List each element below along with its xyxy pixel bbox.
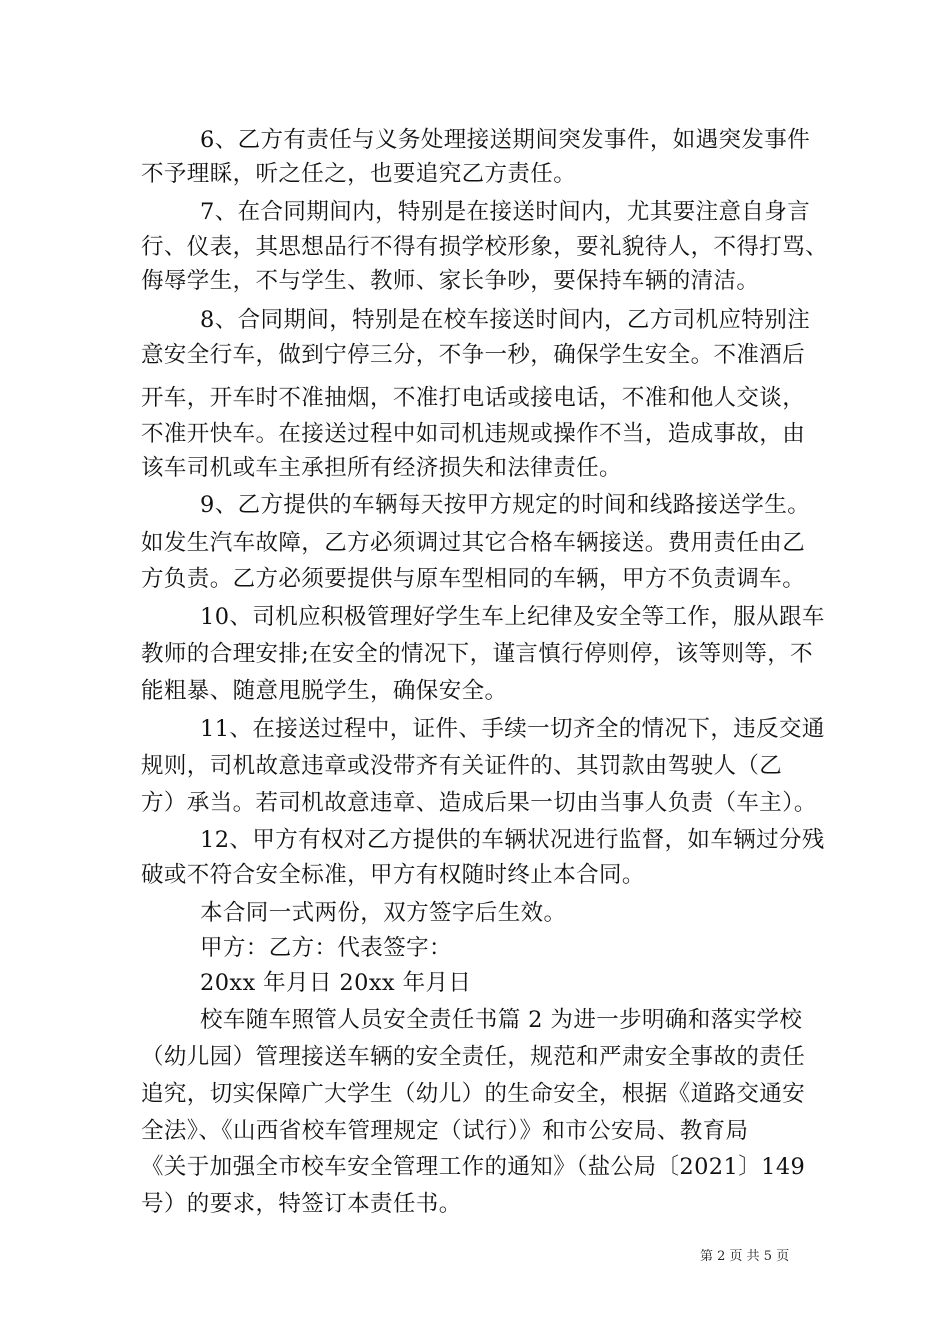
text-line: 6、乙方有责任与义务处理接送期间突发事件，如遇突发事件	[200, 127, 811, 153]
text-line: 11、在接送过程中，证件、手续一切齐全的情况下，违反交通	[200, 716, 825, 742]
text-line: 如发生汽车故障，乙方必须调过其它合格车辆接送。费用责任由乙	[141, 530, 806, 556]
text-line: 开车，开车时不准抽烟，不准打电话或接电话，不准和他人交谈，	[141, 385, 806, 411]
text-line: 7、在合同期间内，特别是在接送时间内，尤其要注意自身言	[200, 199, 811, 225]
text-line: 能粗暴、随意甩脱学生，确保安全。	[141, 678, 508, 704]
text-line: 不准开快车。在接送过程中如司机违规或操作不当，造成事故，由	[141, 421, 806, 447]
text-line: 行、仪表，其思想品行不得有损学校形象，要礼貌待人，不得打骂、	[141, 234, 829, 260]
text-line: 10、司机应积极管理好学生车上纪律及安全等工作，服从跟车	[200, 604, 825, 630]
text-line: 该车司机或车主承担所有经济损失和法律责任。	[141, 455, 622, 481]
text-line: 9、乙方提供的车辆每天按甲方规定的时间和线路接送学生。	[200, 492, 811, 518]
text-line: 意安全行车，做到宁停三分，不争一秒，确保学生安全。不准酒后	[141, 342, 806, 368]
text-line: 侮辱学生，不与学生、教师、家长争吵，要保持车辆的清洁。	[141, 268, 760, 294]
text-line: 教师的合理安排;在安全的情况下，谨言慎行停则停，该等则等，不	[141, 641, 814, 667]
text-line: 12、甲方有权对乙方提供的车辆状况进行监督，如车辆过分残	[200, 827, 825, 853]
page-number-footer: 第 2 页 共 5 页	[700, 1249, 790, 1264]
text-line: 甲方：乙方：代表签字：	[200, 935, 452, 961]
text-line: （幼儿园）管理接送车辆的安全责任，规范和严肃安全事故的责任	[141, 1044, 806, 1070]
text-line: 追究，切实保障广大学生（幼儿）的生命安全，根据《道路交通安	[141, 1081, 806, 1107]
text-line: 不予理睬，听之任之，也要追究乙方责任。	[141, 161, 577, 187]
text-line: 号）的要求，特签订本责任书。	[141, 1191, 462, 1217]
text-line: 《关于加强全市校车安全管理工作的通知》（盐公局〔2021〕149	[141, 1154, 806, 1180]
text-line: 规则，司机故意违章或没带齐有关证件的、其罚款由驾驶人（乙	[141, 753, 783, 779]
text-line: 破或不符合安全标准，甲方有权随时终止本合同。	[141, 862, 645, 888]
text-line: 方负责。乙方必须要提供与原车型相同的车辆，甲方不负责调车。	[141, 566, 806, 592]
text-line: 方）承当。若司机故意违章、造成后果一切由当事人负责（车主）。	[141, 790, 817, 816]
text-line: 全法》、《山西省校车管理规定（试行）》和市公安局、教育局	[141, 1118, 749, 1144]
text-line: 20xx 年月日 20xx 年月日	[200, 970, 472, 996]
text-line: 本合同一式两份，双方签字后生效。	[200, 900, 567, 926]
text-line: 校车随车照管人员安全责任书篇 2 为进一步明确和落实学校	[200, 1007, 803, 1033]
text-line: 8、合同期间，特别是在校车接送时间内，乙方司机应特别注	[200, 307, 811, 333]
